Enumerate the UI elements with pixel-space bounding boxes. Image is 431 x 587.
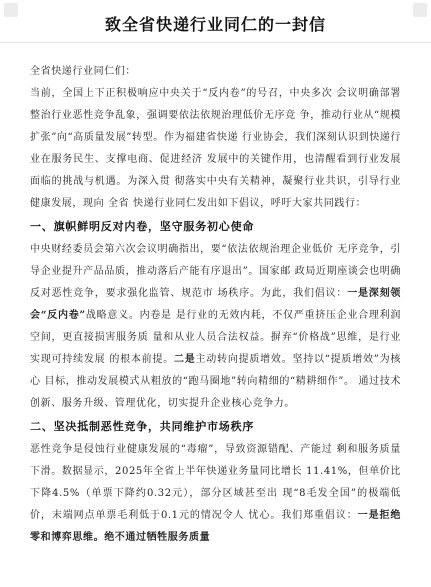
intro-line: 快递行业同仁发出如下倡议，呼吁大家共同践行： [132,198,367,209]
intro-line: 发展中的关键作用，也清醒看到行业发展面临的挑战与机遇。为深入贯 [30,154,401,187]
section2-line: 11.41%，但单价比下降4.5%（单票下降约0.32元），部分区域甚至出 [30,466,401,499]
section1-line: 目标，推动发展模式从粗放的“跑马圈地”转向精细的“精耕细作”。 [44,376,355,387]
intro-paragraph [30,83,401,215]
section2-line: 现“8毛发全国”的极端低价，末端网点单票毛利低于0.1元的情况令人 [30,488,401,521]
intro-line: 会议明确部署整治行业恶性竞争乱象，强调要依法依规治理低价无序竞 [30,88,402,121]
section1-line-head: 的根本前提。 [109,354,174,365]
letter-title: 致全省快递行业同仁的一封信 [104,15,326,34]
section1-line-head: 场秩序。为此，我们倡议： [217,288,348,299]
document-header [0,0,431,43]
section1-line: 通过技术创新、服务升级、管理优化，切实提升企业核心竞争力。 [30,376,401,409]
section1-line: 政局近期座谈会也明确反对恶性竞争，要求强化监管、规范市 [30,266,401,299]
section2-line: 恶性竞争是侵蚀行业健康发展的“毒瘤”，导致资源错配、产能过 [30,444,333,455]
bold-proposal-2: 二是 [173,354,196,365]
intro-line: 争，推动行业从“规模扩张”向“高质量发展”转型。作为福建省快递 [30,110,401,143]
section2-paragraph [30,439,401,549]
intro-line: 彻落实中央有关精神，凝聚行业共识，引导行业健康发展，现向 全省 [30,176,401,209]
section1-line: 量和从业人员合法权益。摒弃“价格战”思维，是行业实现可持续发展 [30,332,401,365]
bold-proposal-1: 一是深刻领会“反内卷” [30,288,402,321]
section1-paragraph [30,239,401,415]
section1-line: 中央财经委员会第六次会议明确指出，要“依法依规治理企业低价 [30,244,334,255]
intro-line: 当前，全国上下正积极响应中央关于“反内卷”的号召，中央多次 [30,88,333,99]
section1-line: 无序竞争，引导企业提升产品品质，推动落后产能有序退出”。国家邮 [30,244,401,277]
letter-body [30,61,401,549]
section-heading-1: 一、旗帜鲜明反对内卷，坚守服务初心使命 [30,220,255,233]
section1-line-tail: 战略意义。内卷是 [85,310,172,321]
section1-line-tail: 主动转向提质增效。坚持以“提质增效”为核心 [30,354,401,387]
salutation: 全省快递行业同仁们： [30,66,136,77]
section-heading-2: 二、坚决抵制恶性竞争，共同维护市场秩序 [30,420,255,433]
section1-line: 是行业的无效内耗，不仅严重挤压企业合理利润空间，更直接损害服务质 [30,310,401,343]
bold-proposal-3: 一是拒绝零和博弈思维。绝不通过牺牲服务质量 [30,510,401,543]
section2-line: 剩和服务质量下滑。数据显示，2025年全省上半年快递业务量同比增长 [30,444,402,477]
intro-line: 行业协会，我们深刻认识到快递行业在服务民生、支撑电商、促进经济 [30,132,402,165]
section2-line-head: 忧心。我们郑重倡议： [248,510,358,521]
